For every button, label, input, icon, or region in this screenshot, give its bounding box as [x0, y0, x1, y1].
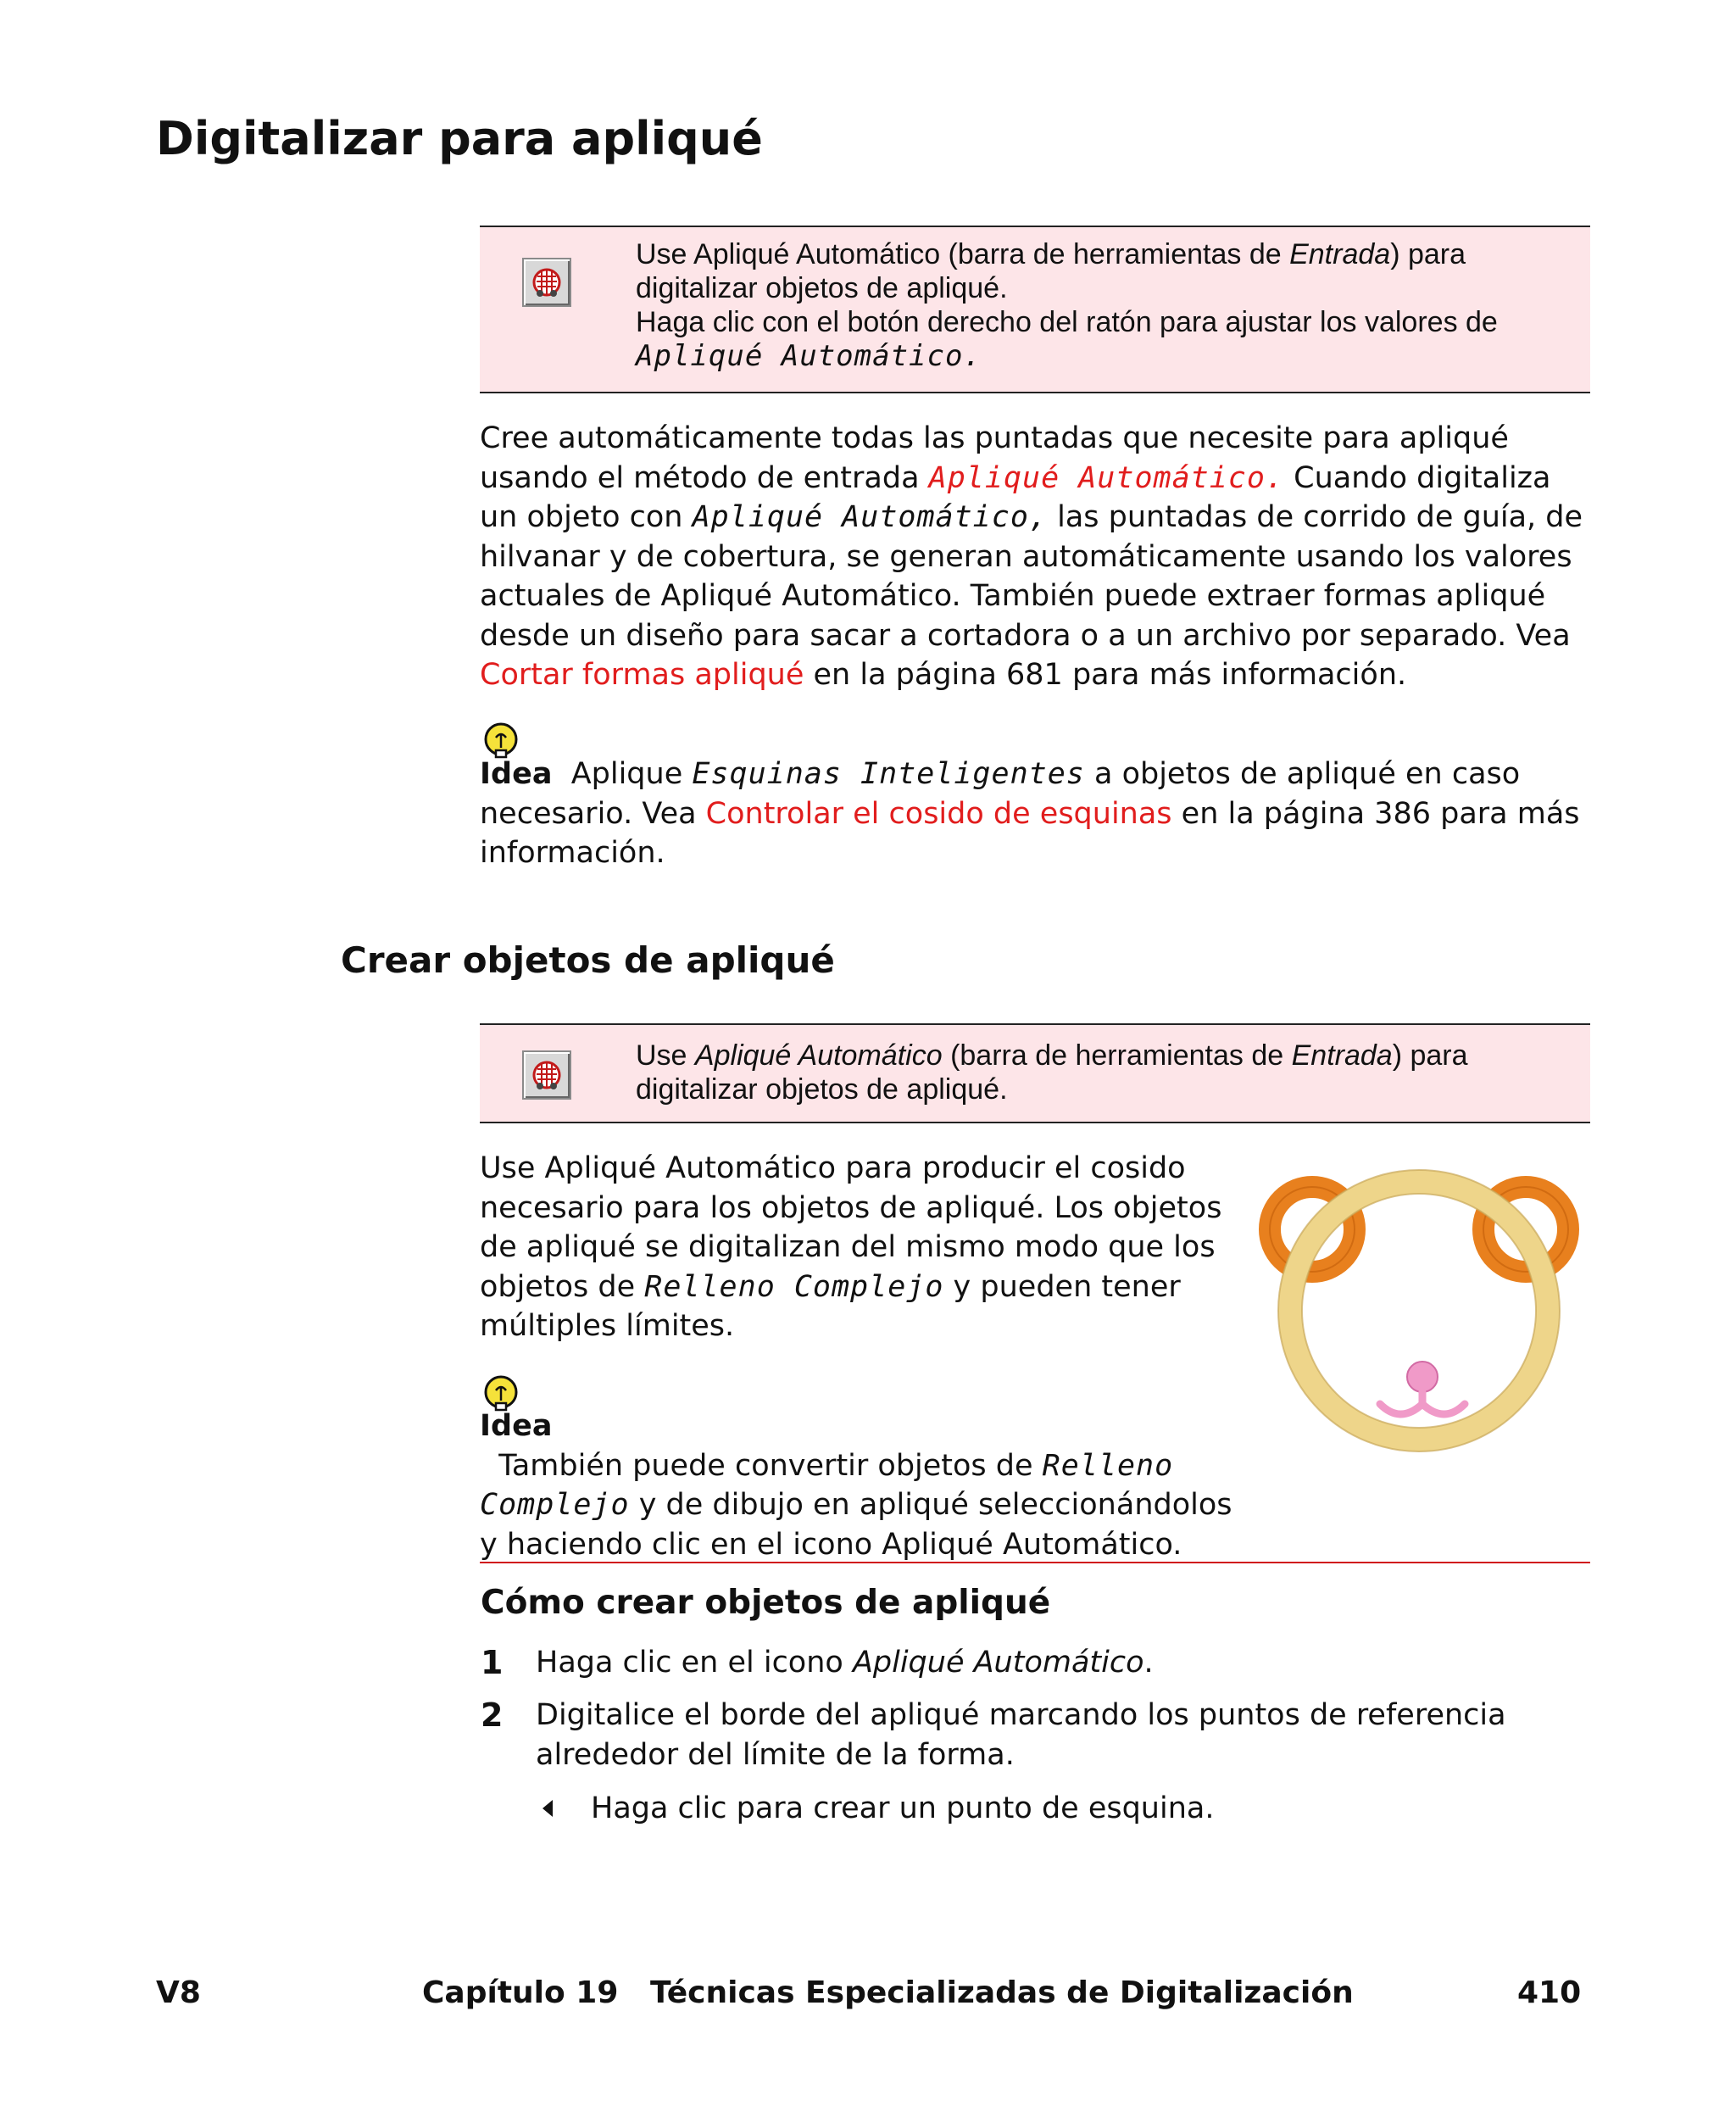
tip2-italic: Relleno Complejo: [480, 1448, 1174, 1522]
applique-paragraph: [480, 1149, 1243, 1346]
intro-italic: Apliqué Automático,: [692, 500, 1048, 534]
intro-text-1: Cree automáticamente todas las puntadas que necesite para apliqué usando el método de entrada: [480, 421, 1509, 495]
toolbox1-line2-italic: Apliqué Automático.: [636, 339, 982, 373]
footer-version: V8: [156, 1975, 201, 2010]
toolbox2-text-3: ) para digitalizar objetos de apliqué.: [636, 1039, 1468, 1106]
bear-face-applique: [1246, 1153, 1602, 1509]
tip-1: [480, 755, 1595, 873]
procedure-title: Cómo crear objetos de apliqué: [481, 1584, 1051, 1622]
toolbox1-text-2: ) para digitalizar objetos de apliqué.: [636, 238, 1466, 304]
footer-page-number: 410: [1517, 1975, 1582, 2010]
step1-italic: Apliqué Automático: [852, 1646, 1144, 1680]
para2-text-1: Use Apliqué Automático para producir el cosido necesario para los objetos de apliqué. Los objetos de apliqué se digitalizan del mismo modo que los objetos de: [480, 1151, 1222, 1304]
tip1-text-3: en la página 386 para más información.: [480, 796, 1580, 870]
toolbox-note-2: [480, 1023, 1590, 1123]
page-title: Digitalizar para apliqué: [156, 112, 763, 165]
toolbox2-text-2: (barra de herramientas de: [942, 1039, 1292, 1072]
toolbox1-text: Use Apliqué Automático (barra de herramientas de: [636, 238, 1290, 270]
intro-text-2: Cuando digitaliza un objeto con: [480, 460, 1551, 534]
para2-text-2: y pueden tener múltiples límites.: [480, 1269, 1181, 1343]
tip2-text-2: y de dibujo en apliqué seleccionándolos y haciendo clic en el icono Apliqué Automático.: [480, 1488, 1232, 1562]
applique-icon[interactable]: [522, 1050, 571, 1100]
section-divider: [480, 1562, 1590, 1563]
controlar-esquinas-link[interactable]: Controlar el cosido de esquinas: [705, 796, 1172, 831]
section-title: Crear objetos de apliqué: [341, 939, 835, 981]
toolbox-note-1: [480, 226, 1590, 393]
step-number: 2: [481, 1696, 504, 1734]
step2-text: Digitalice el borde del apliqué marcando los puntos de referencia alrededor del límite de la forma.: [536, 1698, 1506, 1772]
toolbox2-italic-2: Entrada: [1291, 1039, 1393, 1072]
toolbox2-text-1: Use: [636, 1039, 695, 1072]
toolbox2-italic-1: Apliqué Automático: [694, 1039, 943, 1072]
intro-text-3: las puntadas de corrido de guía, de hilvanar y de cobertura, se generan automáticamente usando los valores actuales de Apliqué Automático. También puede extraer formas apliqué desde un diseño para sacar a cortadora o a un archivo por separado. Vea: [480, 500, 1583, 653]
tip-label: Idea: [480, 757, 553, 791]
para2-italic: Relleno Complejo: [644, 1269, 944, 1304]
applique-icon[interactable]: [522, 258, 571, 307]
step-number: 1: [481, 1644, 504, 1681]
cortar-formas-link[interactable]: Cortar formas apliqué: [480, 658, 804, 692]
toolbox1-line2: Haga clic con el botón derecho del ratón para ajustar los valores de: [636, 306, 1498, 338]
step1-text-end: .: [1143, 1646, 1154, 1680]
tip-2: [480, 1407, 1243, 1564]
tip1-italic: Esquinas Inteligentes: [692, 757, 1085, 791]
tip1-text-1: Aplique: [552, 757, 693, 791]
bullet-text: Haga clic para crear un punto de esquina.: [591, 1791, 1215, 1825]
step1-text: Haga clic en el icono: [536, 1646, 853, 1680]
tip1-text-2: a objetos de apliqué en caso necesario. Vea: [480, 757, 1521, 831]
footer-chapter: Capítulo 19 Técnicas Especializadas de Digitalización: [422, 1975, 1354, 2010]
tip-label: Idea: [480, 1409, 553, 1443]
toolbox1-italic: Entrada: [1289, 238, 1391, 270]
tip2-text-1: También puede convertir objetos de: [480, 1448, 1043, 1483]
applique-link[interactable]: Apliqué Automático.: [928, 460, 1285, 495]
intro-paragraph: [480, 419, 1595, 695]
intro-text-4: en la página 681 para más información.: [804, 658, 1407, 692]
left-triangle-icon: [542, 1800, 553, 1817]
